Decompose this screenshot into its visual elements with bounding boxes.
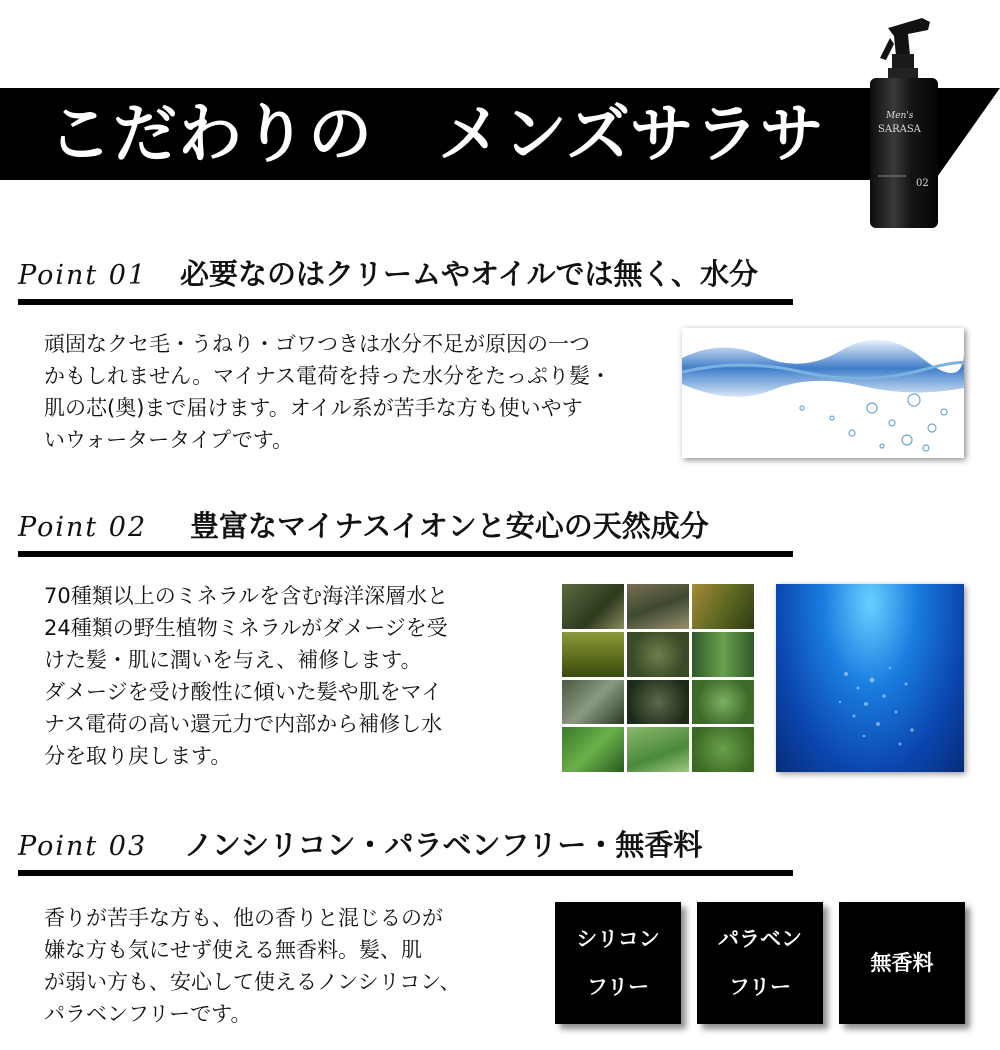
heading-underline: [18, 551, 793, 557]
point-02-body: 70種類以上のミネラルを含む海洋深層水と 24種類の野生植物ミネラルがダメージを受 けた髪・肌に潤いを与え、補修します。 ダメージを受け酸性に傾いた髪や肌をマイ ナス電荷の高い還元力で内部から補修し水 分を取り戻します。: [44, 584, 449, 768]
badge-line: 無香料: [870, 951, 934, 975]
bottle-number: 02: [916, 178, 929, 189]
plant-photo: [692, 632, 754, 677]
badge-line: シリコン: [576, 927, 660, 951]
plant-photo: [627, 680, 689, 725]
plant-photo: [692, 727, 754, 772]
plant-photo: [562, 680, 624, 725]
point-01-label: Point 01: [18, 260, 148, 291]
silicone-free-badge: [555, 902, 681, 1024]
point-02-label: Point 02: [18, 512, 148, 543]
point-01-heading: [18, 255, 793, 299]
plant-photo-grid: [562, 584, 754, 772]
page-title: こだわりの メンズサラサ: [48, 98, 825, 172]
bottle-brand-small: Men's: [886, 111, 914, 121]
point-02-title: 豊富なマイナスイオンと安心の天然成分: [190, 509, 709, 543]
point-03-heading: [18, 826, 793, 870]
plant-photo: [692, 680, 754, 725]
water-splash-image: [682, 328, 964, 458]
plant-photo: [627, 584, 689, 629]
fragrance-free-badge: [839, 902, 965, 1024]
plant-photo: [627, 632, 689, 677]
badge-line: フリー: [728, 975, 792, 999]
point-01-title: 必要なのはクリームやオイルでは無く、水分: [180, 257, 758, 291]
product-bottle-image: [830, 8, 960, 228]
plant-photo: [692, 584, 754, 629]
badge-line: フリー: [586, 975, 650, 999]
plant-photo: [627, 727, 689, 772]
heading-underline: [18, 299, 793, 305]
plant-photo: [562, 727, 624, 772]
plant-photo: [562, 584, 624, 629]
heading-underline: [18, 870, 793, 876]
deep-sea-image: [776, 584, 964, 772]
bottle-brand: SARASA: [878, 124, 921, 135]
paraben-free-badge: [697, 902, 823, 1024]
badge-line: パラベン: [718, 927, 802, 951]
plant-photo: [562, 632, 624, 677]
point-03-label: Point 03: [18, 831, 148, 862]
point-03-body: 香りが苦手な方も、他の香りと混じるのが 嫌な方も気にせず使える無香料。髪、肌 が弱い方も、安心して使えるノンシリコン、 パラベンフリーです。: [44, 906, 461, 1026]
point-03-title: ノンシリコン・パラベンフリー・無香料: [184, 828, 703, 862]
point-01-body: 頑固なクセ毛・うねり・ゴワつきは水分不足が原因の一つ かもしれません。マイナス電荷を持った水分をたっぷり髪・ 肌の芯(奥)まで届けます。オイル系が苦手な方も使いやす いウォータータイプです。: [44, 332, 611, 452]
point-02-heading: [18, 507, 793, 551]
